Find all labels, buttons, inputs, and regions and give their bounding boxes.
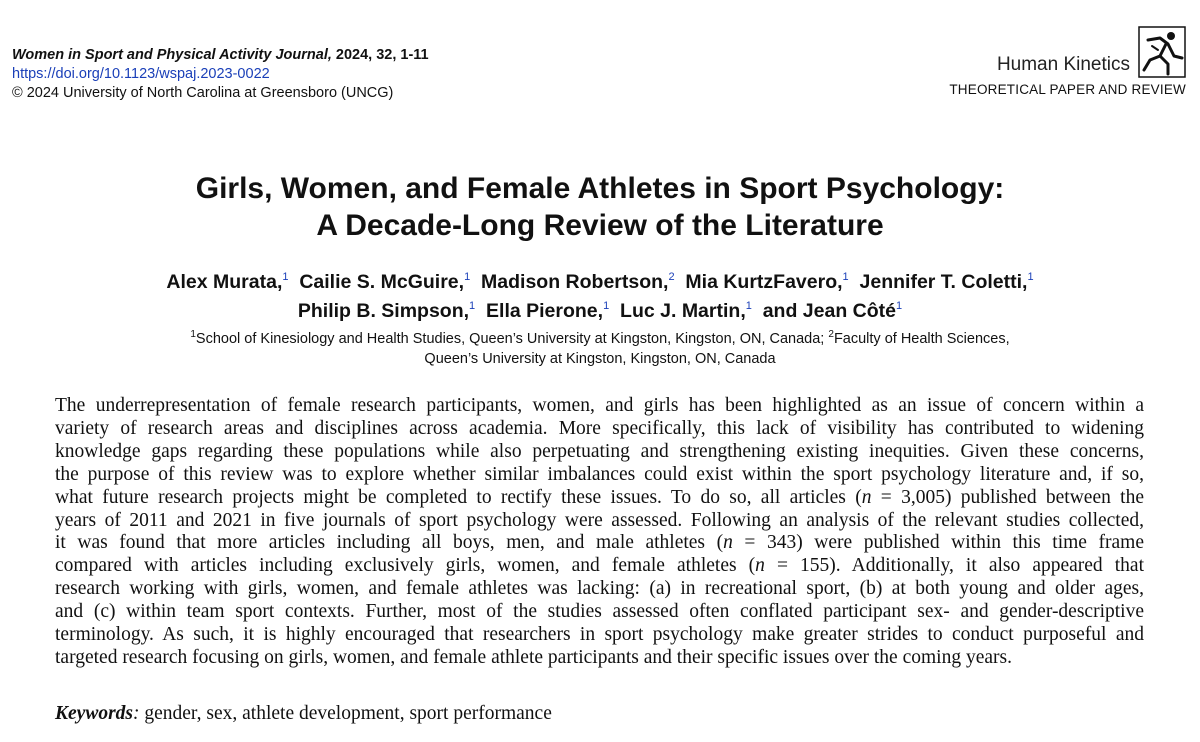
author-list: [0, 268, 1200, 326]
publisher-name: Human Kinetics: [996, 54, 1130, 75]
abstract-line: compared with articles including exclusively girls, women, and female athletes (n = 155). Additionally, it also appeared that: [55, 555, 1144, 577]
abstract-line: research working with girls, women, and female athletes was lacking: (a) in recreational sport, (b) at both young and older ages,: [55, 578, 1144, 600]
abstract-line: terminology. As such, it is highly encouraged that researchers in sport psychology make greater strides to conduct purposeful and: [55, 624, 1144, 646]
human-kinetics-logo-icon: [1138, 26, 1186, 78]
paper-title: [0, 170, 1200, 244]
affiliations: $^1$School of Kinesiology and Health Studies, Queen’s University at Kingston, Kingston, ON, Canada; $^2$Faculty of Health Sciences, Queen’s University at Kingston, Kingston, ON, Canada: [0, 329, 1200, 369]
author: and Jean Côté$^1$: [762, 300, 903, 322]
journal-volume: 2024, 32, 1-11: [331, 47, 429, 63]
journal-name: Women in Sport and Physical Activity Journal,: [12, 47, 332, 63]
author: Ella Pierone,$^1$: [486, 300, 610, 322]
author: Madison Robertson,$^2$: [481, 271, 675, 293]
author: Jennifer T. Coletti,$^1$: [859, 271, 1034, 293]
abstract-line: and (c) within team sport contexts. Further, most of the studies assessed often conflated participant sex- and gender-descriptive: [55, 601, 1144, 623]
keywords-list: gender, sex, athlete development, sport performance: [139, 703, 552, 724]
abstract-line: the purpose of this review was to explore whether similar imbalances could exist within the sport psychology literature and, if so,: [55, 463, 1144, 485]
affiliation-1: School of Kinesiology and Health Studies, Queen’s University at Kingston, Kingston, ON, Canada;: [195, 331, 829, 347]
author: Alex Murata,$^1$: [166, 271, 289, 293]
keywords-label: Keywords: [55, 703, 133, 724]
abstract-line: knowledge gaps regarding these populations while also perpetuating and strengthening existing inequities. Given these concerns,: [55, 440, 1144, 462]
affiliation-2: Faculty of Health Sciences,: [833, 331, 1010, 347]
abstract-line: targeted research focusing on girls, women, and female athlete participants and their specific issues over the coming years.: [55, 646, 1012, 668]
doi-link[interactable]: https://doi.org/10.1123/wspaj.2023-0022: [12, 66, 270, 82]
author: Philip B. Simpson,$^1$: [297, 300, 476, 322]
copyright-notice: © 2024 University of North Carolina at Greensboro (UNCG): [12, 85, 394, 101]
abstract: [55, 395, 1144, 670]
abstract-line: it was found that more articles including all boys, men, and male athletes (n = 343) were published within this time frame: [55, 532, 1144, 554]
journal-citation: [12, 46, 429, 65]
title-line-1: Girls, Women, and Female Athletes in Sport Psychology:: [195, 172, 1005, 205]
abstract-line: what future research projects might be completed to rectify these issues. To do so, all articles (n = 3,005) published between the: [55, 486, 1144, 508]
keywords: Keywords: gender, sex, athlete development, sport performance: [55, 703, 552, 724]
abstract-line: The underrepresentation of female research participants, women, and girls has been highlighted as an issue of concern within a: [55, 395, 1144, 416]
author: Mia KurtzFavero,$^1$: [685, 271, 849, 293]
affiliation-2-continued: Queen’s University at Kingston, Kingston, ON, Canada: [424, 351, 776, 367]
journal-header: [12, 46, 429, 103]
author: Luc J. Martin,$^1$: [620, 300, 752, 322]
article-type: THEORETICAL PAPER AND REVIEW: [949, 82, 1186, 97]
abstract-line: variety of research areas and disciplines across academia. More specifically, this lack of visibility has contributed to widening: [55, 417, 1144, 439]
author: Cailie S. McGuire,$^1$: [299, 271, 471, 293]
title-line-2: A Decade-Long Review of the Literature: [316, 209, 884, 242]
abstract-line: years of 2011 and 2021 in five journals of sport psychology were assessed. Following an analysis of the relevant studies collected,: [55, 509, 1144, 531]
publisher-block: [949, 26, 1186, 97]
